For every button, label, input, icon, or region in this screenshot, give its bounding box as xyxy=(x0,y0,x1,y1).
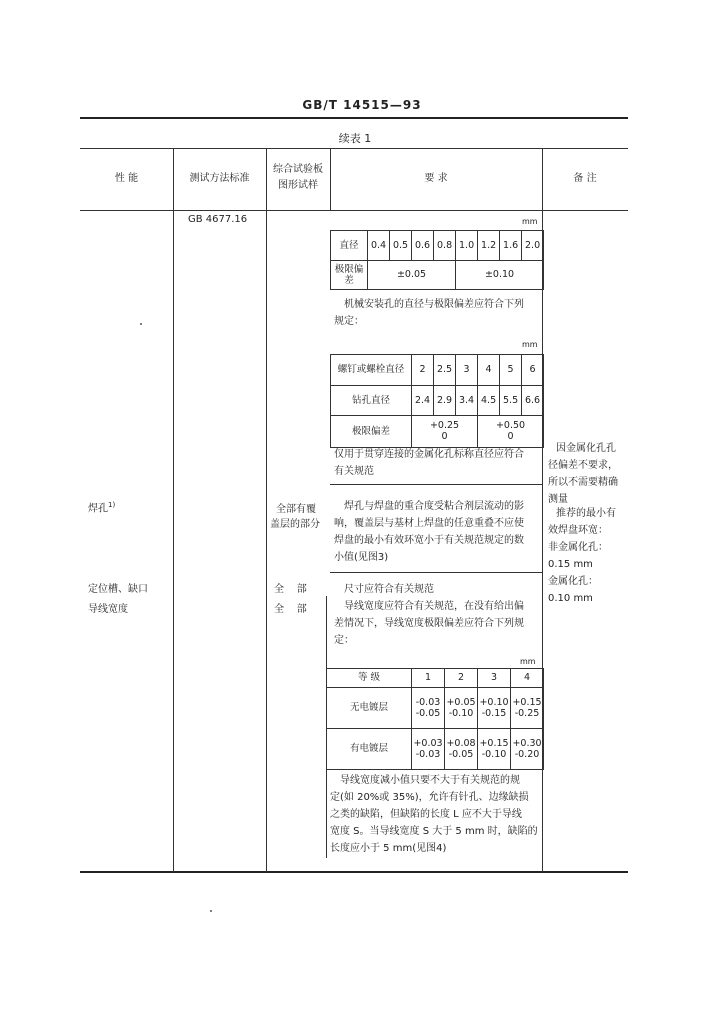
bolt-value: 4 xyxy=(478,355,500,385)
trace-paragraph xyxy=(334,598,540,649)
table-header-rule xyxy=(80,210,628,211)
dia-value: 2.0 xyxy=(522,231,543,260)
mount-paragraph xyxy=(334,296,540,330)
plated-tol xyxy=(412,728,445,769)
plated-tol xyxy=(478,728,511,769)
unplated-tol-top: +0.10 xyxy=(479,696,509,708)
row-label-ring-footnote: 1) xyxy=(108,501,116,509)
ring-text-l2: 响，覆盖层与基材上焊盘的任意重叠不应使 xyxy=(334,518,524,529)
dia-value: 1.0 xyxy=(456,231,478,260)
ring-text-l1: 焊孔与焊盘的重合度受粘合剂层流动的影 xyxy=(344,501,524,512)
unplated-tol xyxy=(511,687,544,728)
bolt-value: 2 xyxy=(412,355,434,385)
plated-tol xyxy=(511,728,544,769)
plated-tol-bot: -0.03 xyxy=(415,748,441,760)
defect-text-l3: 之类的缺陷，但缺陷的长度 L 应不大于导线 xyxy=(330,809,522,820)
unit-label-3: mm xyxy=(520,657,536,666)
hole-tol-b xyxy=(478,415,543,447)
hole-value: 5.5 xyxy=(500,385,522,415)
trace-text-l1: 导线宽度应符合有关规范，在没有给出偏 xyxy=(344,601,524,612)
table-caption: 续表 1 xyxy=(338,132,372,145)
col-header-specimen-l2: 图形试样 xyxy=(278,180,318,191)
hole-value: 4.5 xyxy=(478,385,500,415)
hole-tol-a-bot: 0 xyxy=(441,431,448,443)
unplated-tol xyxy=(478,687,511,728)
remark-2-l4: 0.15 mm xyxy=(548,559,593,570)
unplated-tol-bot: -0.25 xyxy=(514,707,540,719)
bolt-value: 2.5 xyxy=(434,355,456,385)
remark-2-l1: 推荐的最小有 xyxy=(556,508,616,519)
header-rule xyxy=(80,117,628,119)
unplated-tol-top: +0.05 xyxy=(446,696,476,708)
plated-tol-top: +0.03 xyxy=(413,737,443,749)
trace-text-l3: 定： xyxy=(334,635,354,646)
plated-paragraph xyxy=(334,446,540,480)
hole-label: 钻孔直径 xyxy=(331,385,412,415)
mount-hole-table xyxy=(330,354,544,448)
plated-tol-top: +0.15 xyxy=(479,737,509,749)
mount-text-l1: 机械安装孔的直径与极限偏差应符合下列 xyxy=(344,299,524,310)
defect-text-l2: 定(如 20%或 35%)，允许有针孔、边缘缺损 xyxy=(330,792,529,803)
col-header-specimen-l1: 综合试验板 xyxy=(273,164,323,175)
dia-value: 0.8 xyxy=(434,231,456,260)
remark-1-l4: 测量 xyxy=(548,494,568,505)
remark-2-l6: 0.10 mm xyxy=(548,593,593,604)
plated-tol xyxy=(445,728,478,769)
unplated-tol-bot: -0.10 xyxy=(448,707,474,719)
unplated-tol-top: -0.03 xyxy=(415,696,441,708)
defect-text-l5: 长度应小于 5 mm(见图4) xyxy=(330,843,447,854)
dia-value: 1.2 xyxy=(478,231,500,260)
grade-value: 4 xyxy=(511,669,544,687)
col-divider-2 xyxy=(266,148,267,872)
hole-tol-a xyxy=(412,415,478,447)
remark-1-l2: 径偏差不要求， xyxy=(548,460,618,471)
row-label-ring xyxy=(88,499,115,515)
ring-paragraph xyxy=(334,498,540,566)
col-divider-1 xyxy=(173,148,174,872)
defect-box-left xyxy=(326,768,327,858)
trace-width-table xyxy=(326,668,544,770)
plated-text-l2: 有关规范 xyxy=(334,466,374,477)
scope-trace: 全 部 xyxy=(274,604,307,615)
hole-tol-b-bot: 0 xyxy=(507,431,514,443)
table-top-rule xyxy=(80,148,628,149)
hole-value: 2.4 xyxy=(412,385,434,415)
ring-text-l4: 小值(见图3) xyxy=(334,552,389,563)
grade-value: 2 xyxy=(445,669,478,687)
dia-tol-a: ±0.05 xyxy=(368,260,456,289)
scope-ring-l2: 盖层的部分 xyxy=(270,519,320,530)
col-header-performance: 性 能 xyxy=(114,173,139,184)
standard-header: GB/T 14515—93 xyxy=(302,98,422,112)
remark-2-l5: 金属化孔： xyxy=(548,576,598,587)
hole-tol-a-top: +0.25 xyxy=(429,420,460,432)
hole-value: 2.9 xyxy=(434,385,456,415)
row-label-trace-width: 导线宽度 xyxy=(88,604,128,615)
scan-speck xyxy=(140,323,142,325)
bolt-value: 3 xyxy=(456,355,478,385)
bolt-label: 螺钉或螺栓直径 xyxy=(331,355,412,385)
unplated-tol xyxy=(412,687,445,728)
ring-rule xyxy=(330,572,542,573)
bolt-value: 5 xyxy=(500,355,522,385)
defect-text-l1: 导线宽度减小值只要不大于有关规范的规 xyxy=(340,775,520,786)
dia-label: 直径 xyxy=(331,231,368,260)
plated-tol-bot: -0.20 xyxy=(514,748,540,760)
remark-1-l3: 所以不需要精确 xyxy=(548,477,618,488)
remark-ring-width xyxy=(548,505,628,607)
hole-tol-b-top: +0.50 xyxy=(495,420,526,432)
scope-notch: 全 部 xyxy=(274,584,307,595)
plated-tol-bot: -0.05 xyxy=(448,748,474,760)
hole-tol-label: 极限偏差 xyxy=(331,415,412,447)
row-label-ring-text: 焊孔 xyxy=(88,503,108,515)
hole-diameter-table xyxy=(330,230,544,290)
method-standard: GB 4677.16 xyxy=(188,214,248,225)
unplated-tol-bot: -0.15 xyxy=(481,707,507,719)
dia-value: 0.6 xyxy=(412,231,434,260)
scope-ring-l1: 全部有覆 xyxy=(276,504,316,515)
plated-label: 有电镀层 xyxy=(327,728,412,769)
trace-text-l2: 差情况下，导线宽度极限偏差应符合下列规 xyxy=(334,618,524,629)
unplated-tol-top: +0.15 xyxy=(512,696,542,708)
col-header-remarks: 备 注 xyxy=(573,173,597,184)
plated-tol-bot: -0.10 xyxy=(481,748,507,760)
unplated-label: 无电镀层 xyxy=(327,687,412,728)
bolt-value: 6 xyxy=(522,355,543,385)
unit-label-2: mm xyxy=(522,340,538,349)
col-header-requirements: 要 求 xyxy=(424,173,448,184)
dia-value: 0.5 xyxy=(390,231,412,260)
dia-tol-b: ±0.10 xyxy=(456,260,543,289)
grade-value: 3 xyxy=(478,669,511,687)
plated-text-l1: 仅用于贯穿连接的金属化孔标称直径应符合 xyxy=(334,449,524,460)
row-label-notch: 定位槽、缺口 xyxy=(88,584,148,595)
mount-text-l2: 规定： xyxy=(334,316,364,327)
defect-paragraph xyxy=(330,772,540,857)
dia-tol-label: 极限偏差 xyxy=(331,260,368,289)
remark-plated-hole xyxy=(548,440,628,508)
plated-tol-top: +0.30 xyxy=(512,737,542,749)
grade-label: 等 级 xyxy=(327,669,412,687)
plated-rule xyxy=(330,484,542,485)
remark-1-l1: 因金属化孔孔 xyxy=(556,443,616,454)
trace-box-left xyxy=(326,596,327,668)
plated-tol-top: +0.08 xyxy=(446,737,476,749)
table-bottom-rule xyxy=(80,871,628,873)
dia-value: 1.6 xyxy=(500,231,522,260)
unplated-tol-bot: -0.05 xyxy=(415,707,441,719)
hole-value: 6.6 xyxy=(522,385,543,415)
unit-label-1: mm xyxy=(522,217,538,226)
remark-2-l3: 非金属化孔： xyxy=(548,542,608,553)
hole-value: 3.4 xyxy=(456,385,478,415)
ring-text-l3: 焊盘的最小有效环宽小于有关规范规定的数 xyxy=(334,535,524,546)
defect-text-l4: 宽度 S。当导线宽度 S 大于 5 mm 时，缺陷的 xyxy=(330,826,538,837)
scan-speck xyxy=(210,910,212,912)
notch-requirement: 尺寸应符合有关规范 xyxy=(344,584,434,595)
col-header-method: 测试方法标准 xyxy=(189,173,250,184)
unplated-tol xyxy=(445,687,478,728)
remark-2-l2: 效焊盘环宽： xyxy=(548,525,608,536)
dia-value: 0.4 xyxy=(368,231,390,260)
grade-value: 1 xyxy=(412,669,445,687)
